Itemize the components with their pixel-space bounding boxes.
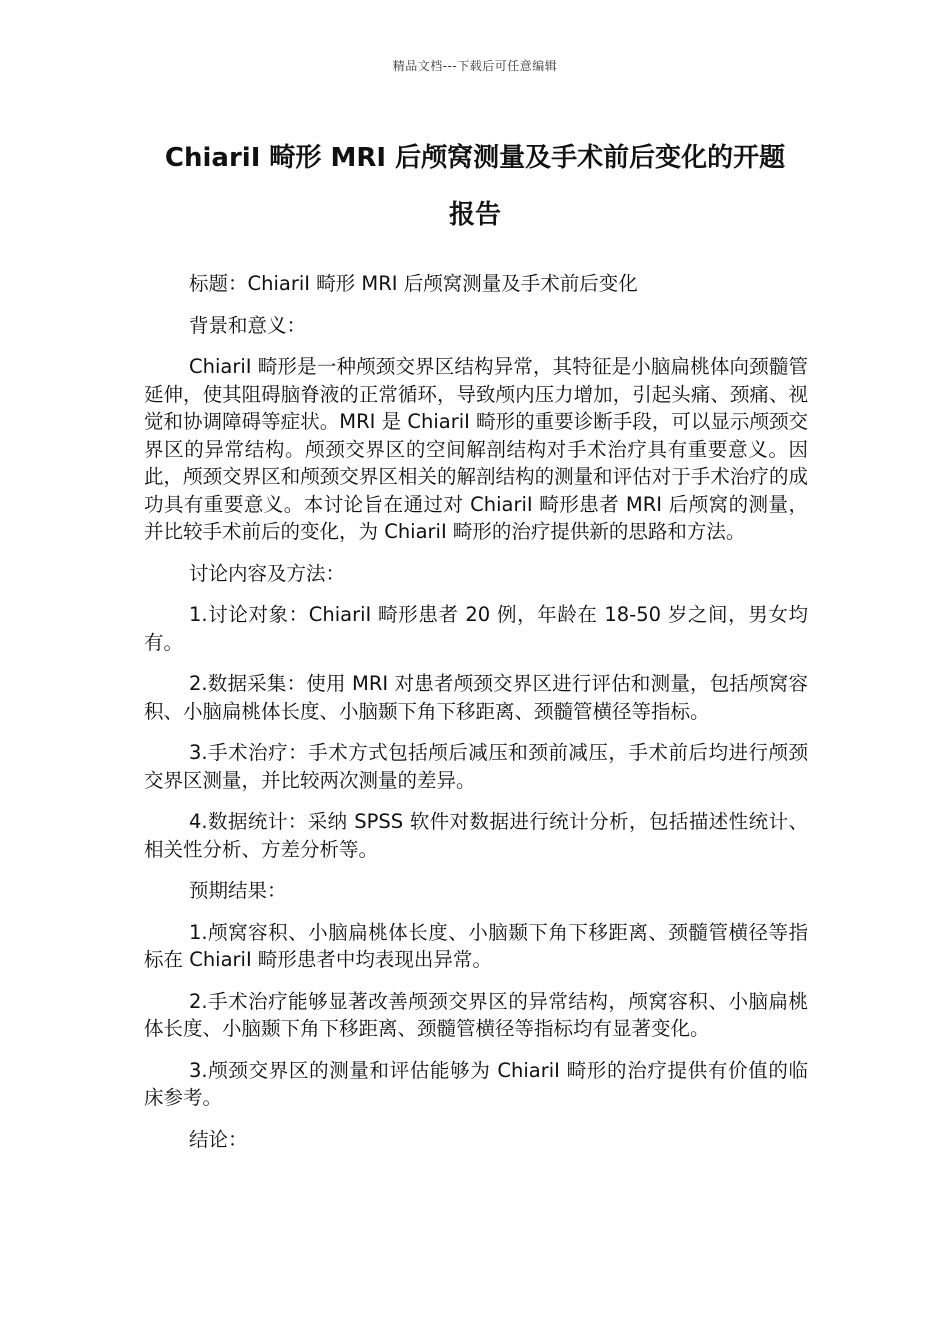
paragraph-method-4: 4.数据统计：采纳 SPSS 软件对数据进行统计分析，包括描述性统计、相关性分析、方差分析等。 [144, 810, 808, 861]
document-title-line-2: 报告 [448, 200, 501, 230]
heading-conclusion: 结论： [189, 1127, 248, 1151]
heading-methods: 讨论内容及方法： [189, 561, 346, 585]
paragraph-topic: 标题：ChiariI 畸形 MRI 后颅窝测量及手术前后变化 [189, 272, 638, 295]
paragraph-result-3: 3.颅颈交界区的测量和评估能够为 ChiariI 畸形的治疗提供有价值的临床参考。 [144, 1058, 808, 1109]
heading-background: 背景和意义： [189, 313, 307, 337]
heading-expected-results: 预期结果： [189, 879, 287, 902]
document-body [144, 270, 808, 1167]
document-title-line-1: ChiariI 畸形 MRI 后颅窝测量及手术前后变化的开题 [164, 143, 786, 173]
paragraph-method-2: 2.数据采集：使用 MRI 对患者颅颈交界区进行评估和测量，包括颅窝容积、小脑扁桃体长度、小脑颞下角下移距离、颈髓管横径等指标。 [144, 672, 808, 723]
paragraph-background: ChiariI 畸形是一种颅颈交界区结构异常，其特征是小脑扁桃体向颈髓管延伸，使其阻碍脑脊液的正常循环，导致颅内压力增加，引起头痛、颈痛、视觉和协调障碍等症状。MRI 是 ChiariI 畸形的重要诊断手段，可以显示颅颈交界区的异常结构。颅颈交界区的空间解剖结构对手术治疗具有重要意义。因此，颅颈交界区和颅颈交界区相关的解剖结构的测量和评估对于手术治疗的成功具有重要意义。本讨论旨在通过对 ChiariI 畸形患者 MRI 后颅窝的测量，并比较手术前后的变化，为 ChiariI 畸形的治疗提供新的思路和方法。 [144, 355, 808, 543]
document-title [120, 130, 830, 244]
paragraph-result-2: 2.手术治疗能够显著改善颅颈交界区的异常结构，颅窝容积、小脑扁桃体长度、小脑颞下角下移距离、颈髓管横径等指标均有显著变化。 [144, 989, 808, 1040]
page-header: 精品文档---下载后可任意编辑 [392, 59, 558, 73]
paragraph-result-1: 1.颅窝容积、小脑扁桃体长度、小脑颞下角下移距离、颈髓管横径等指标在 ChiariI 畸形患者中均表现出异常。 [144, 920, 808, 971]
paragraph-method-3: 3.手术治疗：手术方式包括颅后减压和颈前减压，手术前后均进行颅颈交界区测量，并比较两次测量的差异。 [144, 741, 808, 792]
paragraph-method-1: 1.讨论对象：ChiariI 畸形患者 20 例，年龄在 18-50 岁之间，男女均有。 [144, 603, 808, 654]
